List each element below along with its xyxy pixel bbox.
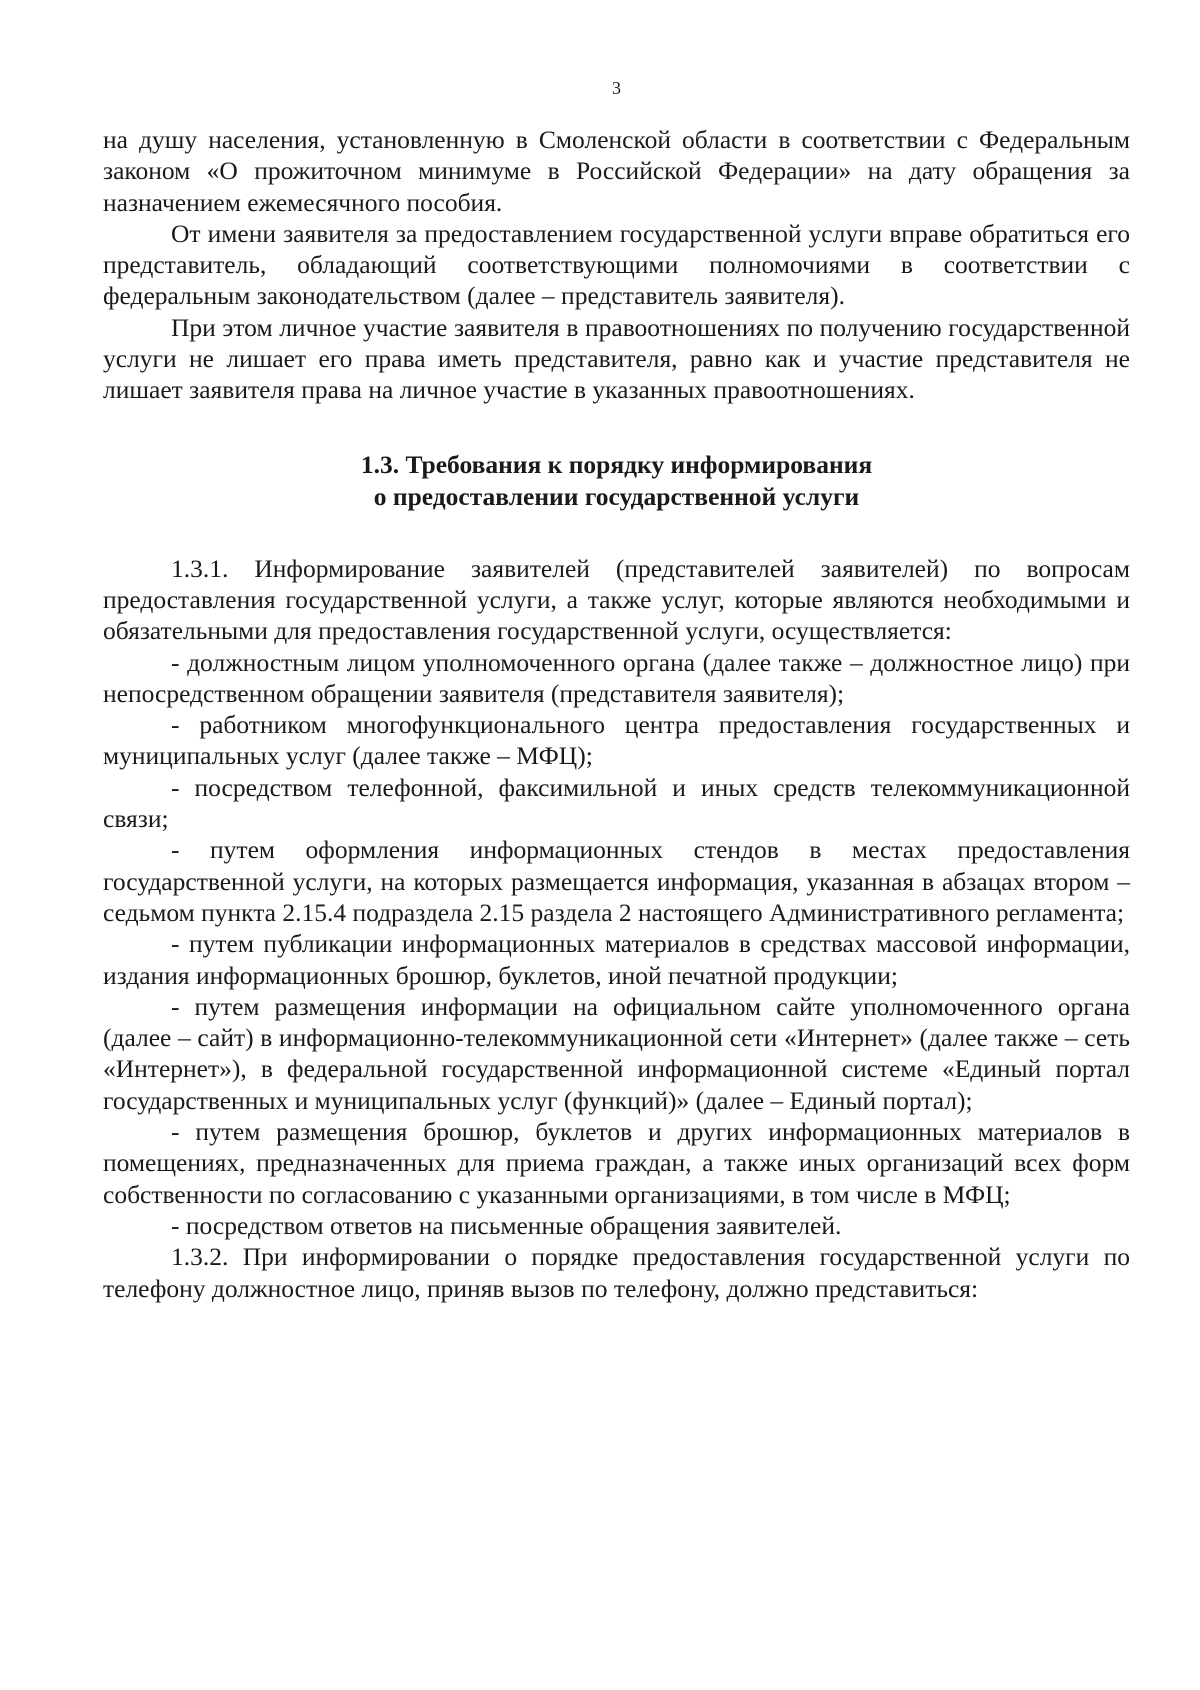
- list-item: - должностным лицом уполномоченного органа (далее также – должностное лицо) при непосредственном обращении заявителя (представителя заявителя);: [103, 647, 1130, 708]
- section-heading-line-2: о предоставлении государственной услуги: [373, 481, 860, 511]
- paragraph: на душу населения, установленную в Смоленской области в соответствии с Федеральным законом «О прожиточном минимуме в Российской Федерации» на дату обращения за назначением ежемесячного пособия.: [103, 125, 1130, 217]
- paragraph: 1.3.2. При информировании о порядке предоставления государственной услуги по телефону должностное лицо, приняв вызов по телефону, должно представиться:: [103, 1242, 1130, 1303]
- list-item: - посредством телефонной, факсимильной и иных средств телекоммуникационной связи;: [103, 772, 1130, 834]
- paragraph: 1.3.1. Информирование заявителей (представителей заявителей) по вопросам предоставления государственной услуги, а также услуг, которые являются необходимыми и обязательными для предоставления государственной услуги, осуществляется:: [103, 553, 1130, 646]
- list-item: - путем размещения информации на официальном сайте уполномоченного органа (далее – сайт) в информационно-телекоммуникационной сети «Интернет» (далее также – сеть «Интернет»), в федеральной государственной информационной системе «Единый портал государственных и муниципальных услуг (функций)» (далее – Единый портал);: [103, 991, 1130, 1115]
- paragraph: При этом личное участие заявителя в правоотношениях по получению государственной услуги не лишает его права иметь представителя, равно как и участие представителя не лишает заявителя права на личное участие в указанных правоотношениях.: [103, 312, 1130, 405]
- list-item: - работником многофункционального центра предоставления государственных и муниципальных услуг (далее также – МФЦ);: [103, 710, 1130, 771]
- document-page: [103, 0, 1130, 1690]
- list-item: - посредством ответов на письменные обращения заявителей.: [171, 1210, 842, 1240]
- list-item: - путем оформления информационных стендов в местах предоставления государственной услуги, на которых размещается информация, указанная в абзацах втором – седьмом пункта 2.15.4 подраздела 2.15 раздела 2 настоящего Административного регламента;: [103, 835, 1130, 927]
- paragraph: От имени заявителя за предоставлением государственной услуги вправе обратиться его представитель, обладающий соответствующими полномочиями в соответствии с федеральным законодательством (далее – представитель заявителя).: [103, 218, 1130, 311]
- document-body: [103, 124, 1130, 1304]
- list-item: - путем публикации информационных материалов в средствах массовой информации, издания информационных брошюр, буклетов, иной печатной продукции;: [103, 929, 1130, 990]
- page-number: 3: [612, 78, 621, 98]
- section-heading: [103, 449, 1130, 513]
- list-item: - путем размещения брошюр, буклетов и других информационных материалов в помещениях, предназначенных для приема граждан, а также иных организаций всех форм собственности по согласованию с указанными организациями, в том числе в МФЦ;: [103, 1117, 1130, 1209]
- paragraphs-before-heading: [103, 124, 1130, 406]
- paragraphs-after-heading: [103, 553, 1130, 1304]
- section-heading-line-1: 1.3. Требования к порядку информирования: [360, 449, 873, 479]
